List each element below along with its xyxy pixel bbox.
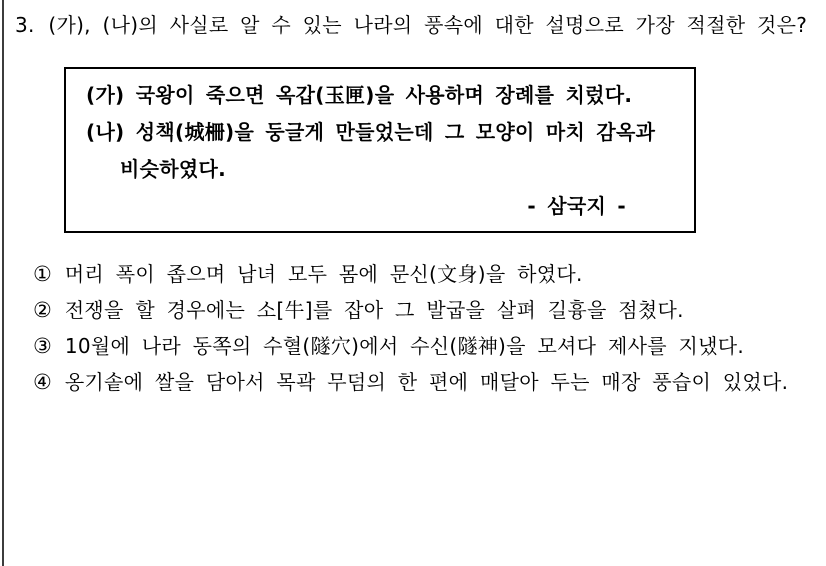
option-4-text: 옹기솥에 쌀을 담아서 목곽 무덤의 한 편에 매달아 두는 매장 풍습이 있었다.	[64, 370, 789, 394]
passage-item-na	[78, 114, 682, 188]
answer-options	[15, 259, 815, 398]
column-divider-line	[2, 0, 4, 566]
option-3-text: 10월에 나라 동쪽의 수혈(隧穴)에서 수신(隧神)을 모셔다 제사를 지냈다.	[64, 334, 744, 358]
option-2-marker: ②	[33, 298, 53, 322]
passage-label-na: (나)	[86, 120, 125, 144]
passage-text-ga: 국왕이 죽으면 옥갑(玉匣)을 사용하며 장례를 치렀다.	[135, 83, 633, 107]
option-3-marker: ③	[33, 334, 53, 358]
option-4[interactable]	[15, 367, 815, 398]
passage-source: - 삼국지 -	[527, 194, 626, 218]
question	[15, 10, 815, 40]
option-2[interactable]	[15, 295, 815, 326]
passage-label-ga: (가)	[86, 83, 125, 107]
passage-text-na: 성책(城柵)을 둥글게 만들었는데 그 모양이 마치 감옥과 비슷하였다.	[120, 120, 656, 181]
option-3[interactable]	[15, 331, 815, 362]
question-text: (가), (나)의 사실로 알 수 있는 나라의 풍속에 대한 설명으로 가장 적절한 것은?	[48, 13, 808, 37]
option-4-marker: ④	[33, 370, 53, 394]
question-number: 3.	[15, 13, 35, 37]
option-1-text: 머리 폭이 좁으며 남녀 모두 몸에 문신(文身)을 하였다.	[64, 262, 583, 286]
option-1[interactable]	[15, 259, 815, 290]
option-2-text: 전쟁을 할 경우에는 소[牛]를 잡아 그 발굽을 살펴 길흉을 점쳤다.	[64, 298, 684, 322]
option-1-marker: ①	[33, 262, 53, 286]
question-block	[15, 10, 815, 403]
passage-box	[64, 67, 696, 233]
passage-item-ga	[78, 77, 682, 114]
